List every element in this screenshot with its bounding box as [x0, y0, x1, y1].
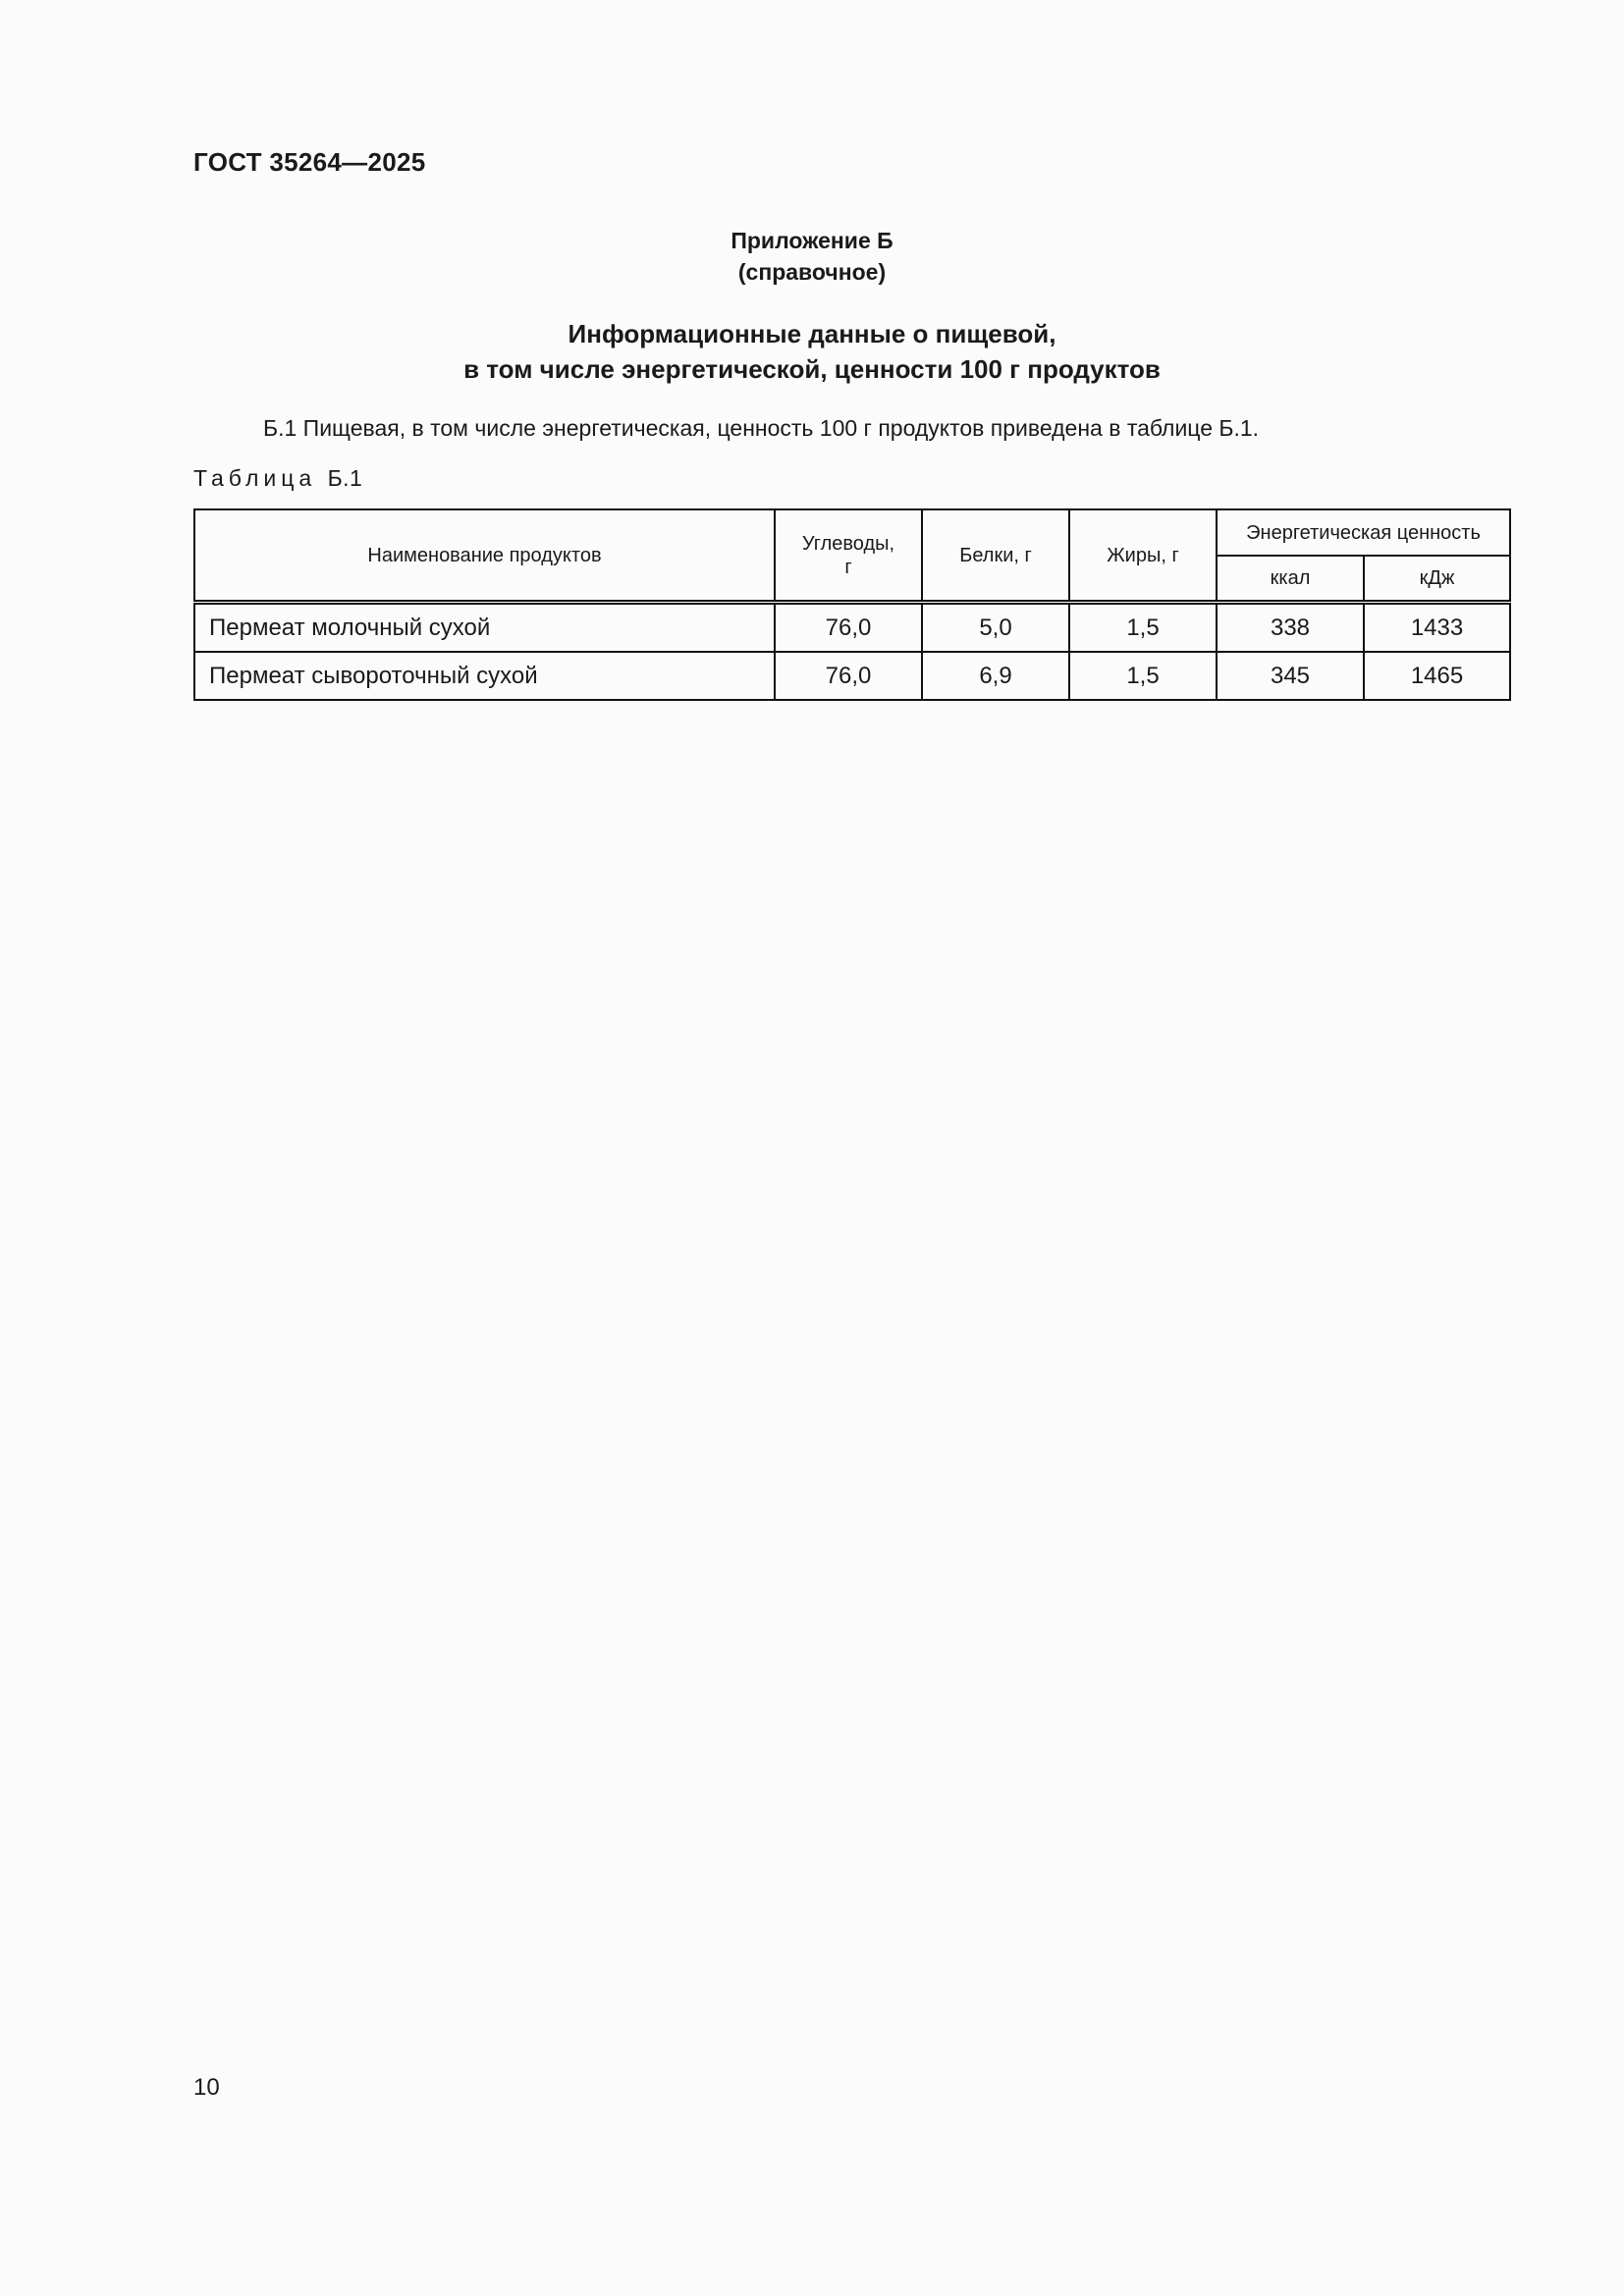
cell-product-name: Пермеат молочный сухой	[194, 603, 775, 653]
table-caption-word: Таблица	[193, 465, 317, 491]
cell-fats: 1,5	[1069, 652, 1217, 700]
cell-kj: 1433	[1364, 603, 1510, 653]
cell-proteins: 6,9	[922, 652, 1069, 700]
annex-status: (справочное)	[737, 259, 887, 285]
annex-heading	[0, 225, 1624, 288]
cell-carbs: 76,0	[775, 652, 922, 700]
section-title-line-1: Информационные данные о пищевой,	[568, 319, 1056, 348]
cell-fats: 1,5	[1069, 603, 1217, 653]
cell-carbs: 76,0	[775, 603, 922, 653]
cell-kcal: 338	[1217, 603, 1364, 653]
page-number: 10	[193, 2074, 220, 2101]
cell-product-name: Пермеат сывороточный сухой	[194, 652, 775, 700]
cell-kcal: 345	[1217, 652, 1364, 700]
table-row	[194, 652, 1510, 700]
document-code: ГОСТ 35264—2025	[193, 147, 426, 177]
header-carbs	[775, 509, 922, 603]
table-row	[194, 603, 1510, 653]
body-paragraph: Б.1 Пищевая, в том числе энергетическая, ценность 100 г продуктов приведена в таблице Б.1.	[263, 415, 1260, 441]
header-carbs-line-2: г	[844, 556, 852, 578]
table-header-row	[194, 509, 1510, 556]
header-product-name: Наименование продуктов	[194, 509, 775, 603]
header-energy: Энергетическая ценность	[1217, 509, 1510, 556]
table-caption	[193, 465, 362, 492]
cell-kj: 1465	[1364, 652, 1510, 700]
nutrition-table	[193, 508, 1511, 701]
header-carbs-line-1: Углеводы,	[801, 532, 895, 555]
table-caption-number: Б.1	[327, 465, 363, 491]
annex-title: Приложение Б	[731, 228, 893, 253]
header-proteins: Белки, г	[922, 509, 1069, 603]
cell-proteins: 5,0	[922, 603, 1069, 653]
header-kj: кДж	[1364, 556, 1510, 603]
section-title-line-2: в том числе энергетической, ценности 100 г продуктов	[463, 354, 1161, 384]
header-fats: Жиры, г	[1069, 509, 1217, 603]
header-kcal: ккал	[1217, 556, 1364, 603]
section-title	[0, 316, 1624, 387]
